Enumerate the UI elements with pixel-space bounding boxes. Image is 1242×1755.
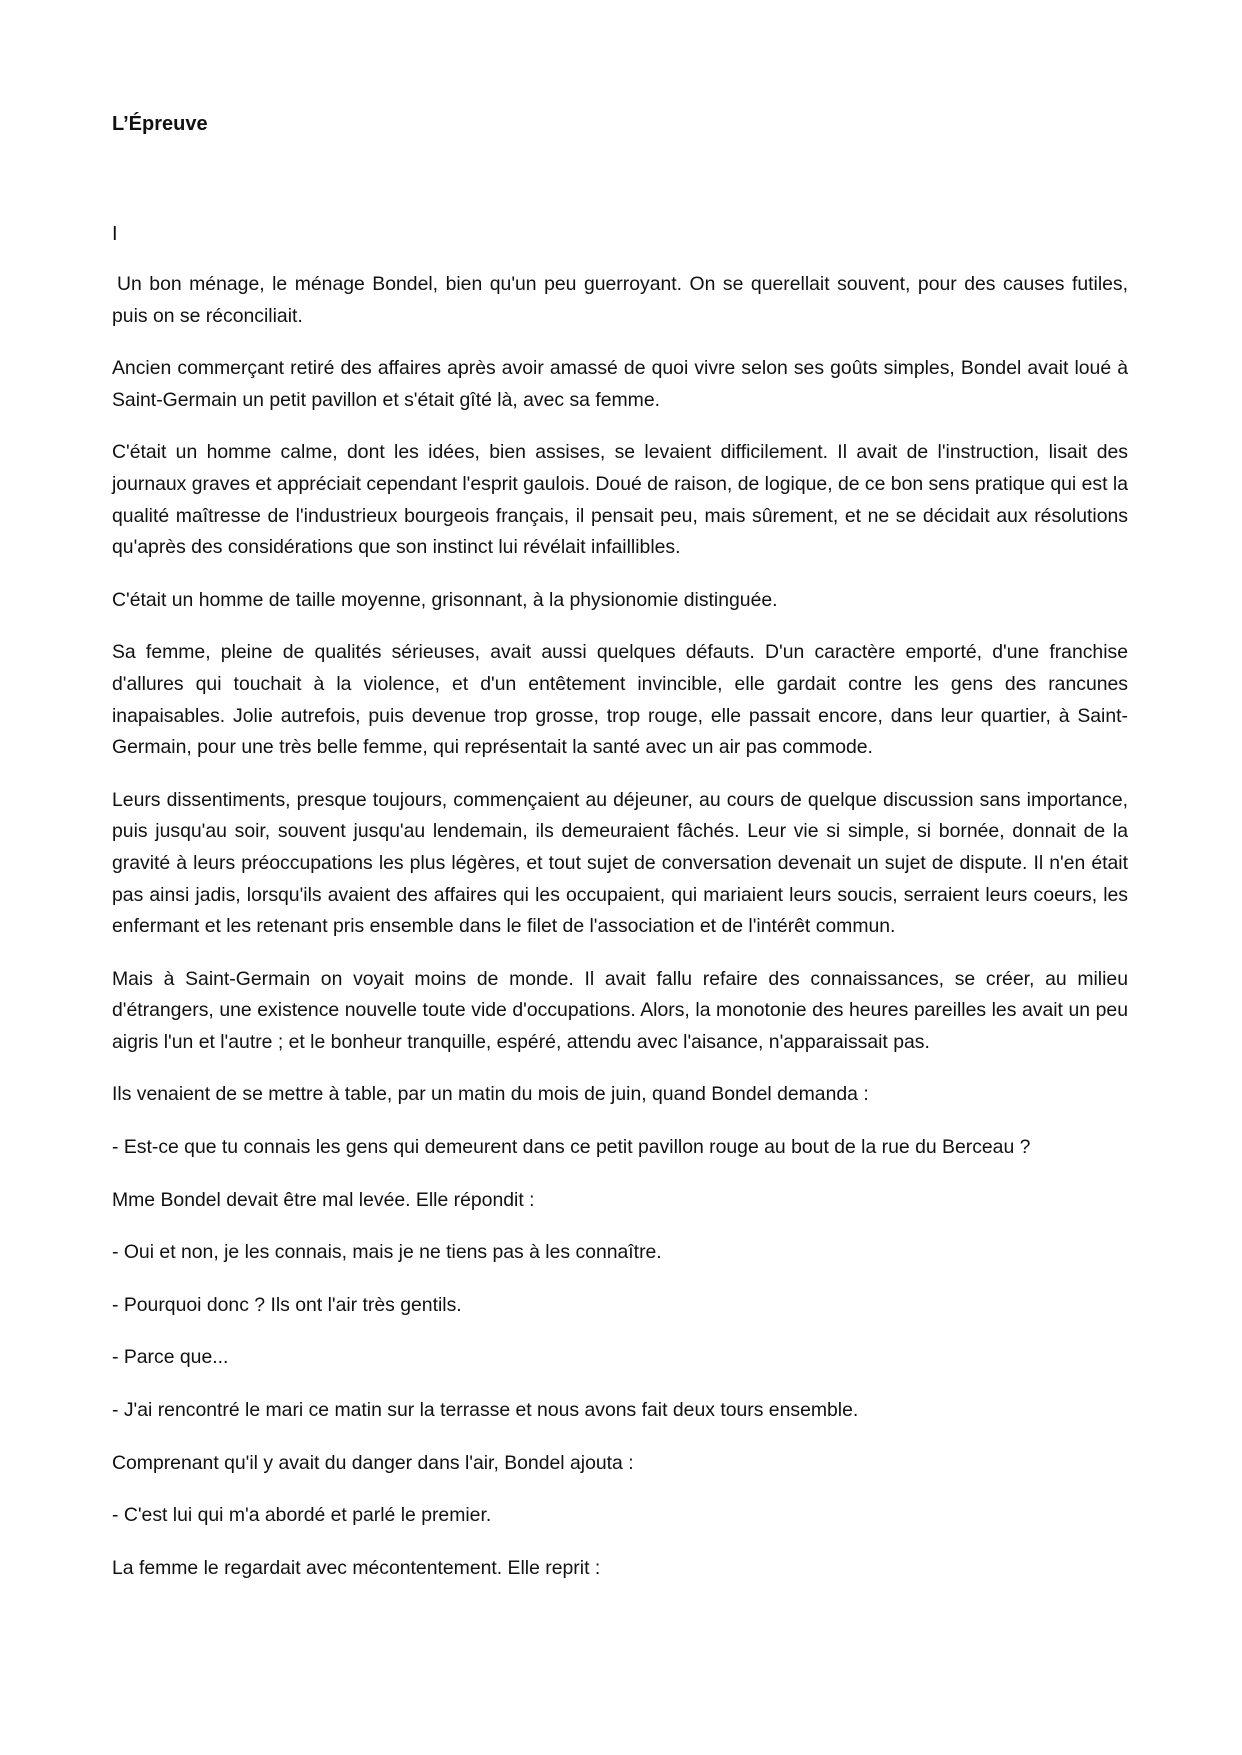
paragraph: C'était un homme de taille moyenne, grisonnant, à la physionomie distinguée. [112,588,778,611]
paragraph: Un bon ménage, le ménage Bondel, bien qu'un peu guerroyant. On se querellait souvent, pour des causes futiles, puis on se réconciliait. [112,273,1128,327]
paragraph: La femme le regardait avec mécontentement. Elle reprit : [112,1556,601,1579]
document-body [112,269,1128,1584]
paragraph: Leurs dissentiments, presque toujours, commençaient au déjeuner, au cours de quelque discussion sans importance, puis jusqu'au soir, souvent jusqu'au lendemain, ils demeuraient fâchés. Leur vie si simple, si bornée, donnait de la gravité à leurs préoccupations les plus légères, et tout sujet de conversation devenait un sujet de dispute. Il n'en était pas ainsi jadis, lorsqu'ils avaient des affaires qui les occupaient, qui mariaient leurs soucis, serraient leurs coeurs, les enfermant et les retenant pris ensemble dans le filet de l'association et de l'intérêt commun. [112,788,1128,938]
dialogue-line: - Parce que... [112,1346,229,1369]
dialogue-line: - Oui et non, je les connais, mais je ne tiens pas à les connaître. [112,1241,662,1264]
paragraph: Mais à Saint-Germain on voyait moins de monde. Il avait fallu refaire des connaissances, se créer, au milieu d'étrangers, une existence nouvelle toute vide d'occupations. Alors, la monotonie des heures pareilles les avait un peu aigris l'un et l'autre ; et le bonheur tranquille, espéré, attendu avec l'aisance, n'apparaissait pas. [112,967,1128,1053]
dialogue-line: - Pourquoi donc ? Ils ont l'air très gentils. [112,1293,462,1316]
section-number: I [112,223,118,245]
document-title: L’Épreuve [112,113,208,135]
dialogue-line: - J'ai rencontré le mari ce matin sur la terrasse et nous avons fait deux tours ensemble. [112,1399,859,1422]
paragraph: Sa femme, pleine de qualités sérieuses, avait aussi quelques défauts. D'un caractère emporté, d'une franchise d'allures qui touchait à la violence, et d'un entêtement invincible, elle gardait contre les gens des rancunes inapaisables. Jolie autrefois, puis devenue trop grosse, trop rouge, elle passait encore, dans leur quartier, à Saint-Germain, pour une très belle femme, qui représentait la santé avec un air pas commode. [112,641,1128,759]
document-page [112,110,1128,1605]
paragraph: Mme Bondel devait être mal levée. Elle répondit : [112,1188,535,1211]
paragraph: C'était un homme calme, dont les idées, bien assises, se levaient difficilement. Il avait de l'instruction, lisait des journaux graves et appréciait cependant l'esprit gaulois. Doué de raison, de logique, de ce bon sens pratique qui est la qualité maîtresse de l'industrieux bourgeois français, il pensait peu, mais sûrement, et ne se décidait aux résolutions qu'après des considérations que son instinct lui révélait infaillibles. [112,441,1128,559]
dialogue-line: - Est-ce que tu connais les gens qui demeurent dans ce petit pavillon rouge au bout de la rue du Berceau ? [112,1136,1031,1159]
paragraph: Ancien commerçant retiré des affaires après avoir amassé de quoi vivre selon ses goûts simples, Bondel avait loué à Saint-Germain un petit pavillon et s'était gîté là, avec sa femme. [112,357,1128,411]
paragraph: Ils venaient de se mettre à table, par un matin du mois de juin, quand Bondel demanda : [112,1083,869,1106]
paragraph: Comprenant qu'il y avait du danger dans l'air, Bondel ajouta : [112,1451,634,1474]
dialogue-line: - C'est lui qui m'a abordé et parlé le premier. [112,1504,492,1527]
